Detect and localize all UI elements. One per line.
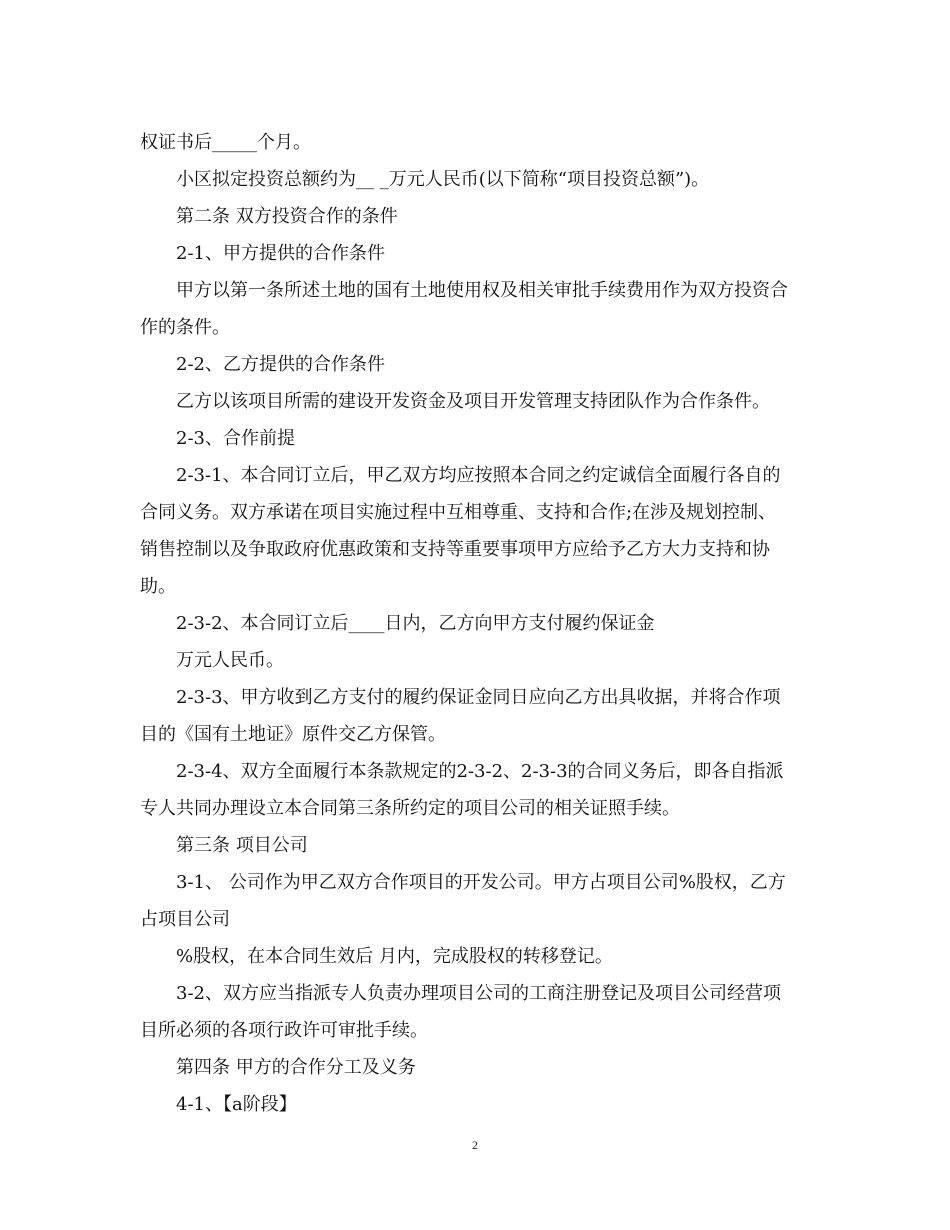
- text-line: 专人共同办理设立本合同第三条所约定的项目公司的相关证照手续。: [140, 798, 680, 819]
- text-line: 2-3-1、本合同订立后，甲乙双方均应按照本合同之约定诚信全面履行各自的: [176, 465, 781, 486]
- text-line: 万元人民币。: [176, 650, 284, 671]
- text-line: 作的条件。: [140, 317, 230, 338]
- text-line: 4-1、【a阶段】: [176, 1094, 297, 1115]
- text-line: 第二条 双方投资合作的条件: [176, 206, 398, 227]
- text-line: 3-1、 公司作为甲乙双方合作项目的开发公司。甲方占项目公司%股权，乙方: [176, 872, 786, 893]
- text-line: 2-2、乙方提供的合作条件: [176, 354, 385, 375]
- text-line: 2-3-4、双方全面履行本条款规定的2-3-2、2-3-3的合同义务后，即各自指派: [176, 761, 784, 782]
- text-line: 甲方以第一条所述土地的国有土地使用权及相关审批手续费用作为双方投资合: [176, 280, 788, 301]
- text-line: 目的《国有土地证》原件交乙方保管。: [140, 724, 446, 745]
- text-line: 3-2、双方应当指派专人负责办理项目公司的工商注册登记及项目公司经营项: [176, 983, 781, 1004]
- page-number: 2: [472, 1138, 478, 1152]
- text-line: 2-3、合作前提: [176, 428, 295, 449]
- text-line: 小区拟定投资总额约为__ _万元人民币(以下简称“项目投资总额”)。: [176, 169, 710, 190]
- text-line: 2-3-2、本合同订立后____日内，乙方向甲方支付履约保证金: [176, 613, 655, 634]
- text-line: 乙方以该项目所需的建设开发资金及项目开发管理支持团队作为合作条件。: [176, 391, 770, 412]
- text-line: 占项目公司: [140, 909, 230, 930]
- text-line: 第四条 甲方的合作分工及义务: [176, 1057, 416, 1078]
- text-line: 目所必须的各项行政许可审批手续。: [140, 1020, 428, 1041]
- text-line: 权证书后_____个月。: [140, 132, 311, 153]
- text-line: 销售控制以及争取政府优惠政策和支持等重要事项甲方应给予乙方大力支持和协: [140, 539, 770, 560]
- text-line: 2-1、甲方提供的合作条件: [176, 243, 385, 264]
- text-line: 2-3-3、甲方收到乙方支付的履约保证金同日应向乙方出具收据，并将合作项: [176, 687, 781, 708]
- document-body: [140, 124, 820, 1123]
- text-line: 助。: [140, 576, 176, 597]
- text-line: 合同义务。双方承诺在项目实施过程中互相尊重、支持和合作;在涉及规划控制、: [140, 502, 777, 523]
- text-line: 第三条 项目公司: [176, 835, 308, 856]
- text-line: %股权，在本合同生效后 月内，完成股权的转移登记。: [176, 946, 613, 967]
